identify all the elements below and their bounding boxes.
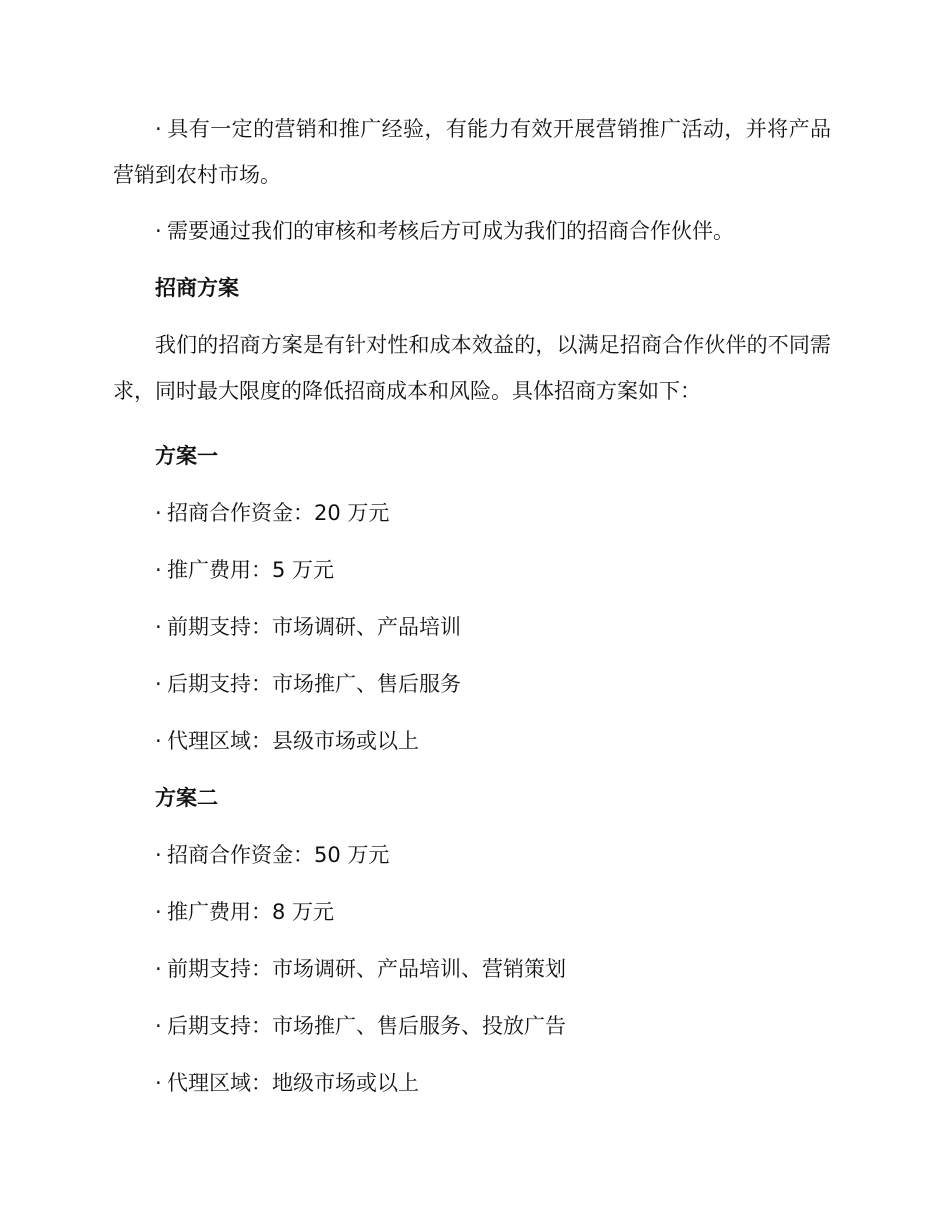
plan-item [113, 832, 831, 889]
plan-item-text: 推广费用：8 万元 [167, 900, 335, 924]
bullet-text: 具有一定的营销和推广经验，有能力有效开展营销推广活动，并将产品营销到农村市场。 [113, 117, 831, 187]
bullet-dot: · [155, 117, 162, 141]
section-paragraph: 我们的招商方案是有针对性和成本效益的，以满足招商合作伙伴的不同需求，同时最大限度的降低招商成本和风险。具体招商方案如下： [113, 333, 831, 403]
bullet-dot: · [155, 219, 162, 243]
plan-item-text: 代理区域：地级市场或以上 [167, 1071, 419, 1095]
bullet-dot: · [155, 729, 162, 753]
plan-item [113, 490, 831, 547]
plan-item-text: 后期支持：市场推广、售后服务、投放广告 [167, 1014, 566, 1038]
bullet-dot: · [155, 1071, 162, 1095]
intro-bullet [113, 208, 831, 265]
bullet-dot: · [155, 672, 162, 696]
plan-item-text: 后期支持：市场推广、售后服务 [167, 672, 461, 696]
intro-bullet [113, 106, 831, 198]
bullet-dot: · [155, 1014, 162, 1038]
section-heading: 招商方案 [155, 276, 239, 300]
plan-item-text: 前期支持：市场调研、产品培训、营销策划 [167, 957, 566, 981]
bullet-dot: · [155, 501, 162, 525]
document-content [113, 106, 831, 1117]
bullet-dot: · [155, 900, 162, 924]
plan-item [113, 604, 831, 661]
bullet-dot: · [155, 615, 162, 639]
bullet-dot: · [155, 957, 162, 981]
bullet-dot: · [155, 558, 162, 582]
plan-item-text: 前期支持：市场调研、产品培训 [167, 615, 461, 639]
plan-item [113, 547, 831, 604]
plan-item-text: 招商合作资金：20 万元 [167, 501, 390, 525]
plan-item-text: 代理区域：县级市场或以上 [167, 729, 419, 753]
plan-item [113, 661, 831, 718]
plan-item [113, 1060, 831, 1117]
bullet-dot: · [155, 843, 162, 867]
plan-heading: 方案二 [155, 786, 218, 810]
bullet-text: 需要通过我们的审核和考核后方可成为我们的招商合作伙伴。 [167, 219, 734, 243]
plan-item-text: 招商合作资金：50 万元 [167, 843, 390, 867]
plan-item [113, 1003, 831, 1060]
plan-item-text: 推广费用：5 万元 [167, 558, 335, 582]
plan-item [113, 889, 831, 946]
plan-heading: 方案一 [155, 444, 218, 468]
plan-item [113, 718, 831, 775]
plan-item [113, 946, 831, 1003]
